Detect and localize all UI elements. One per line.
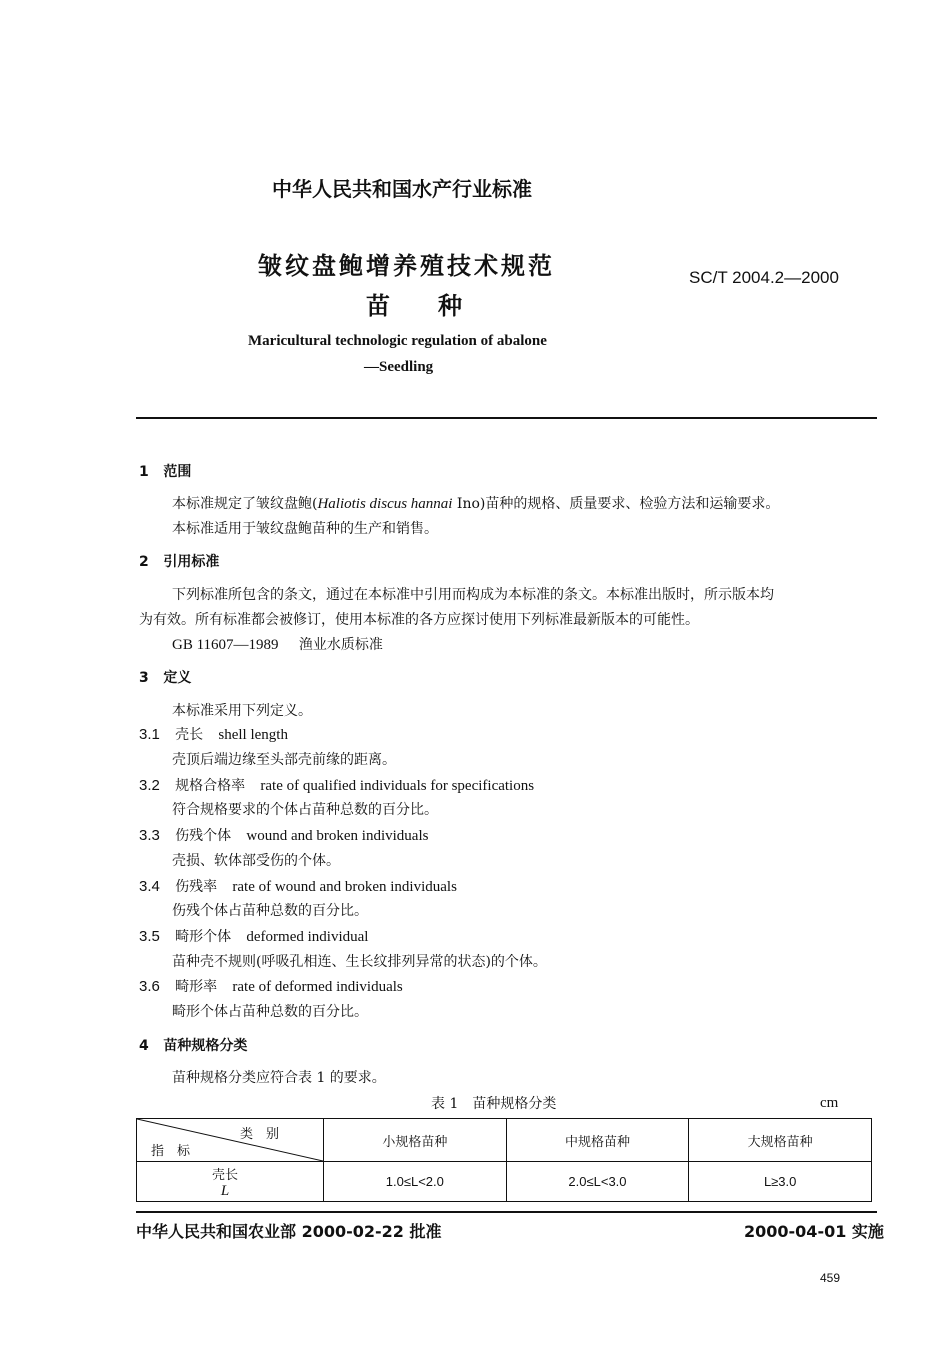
scope-text-post: Ino)苗种的规格、质量要求、检验方法和运输要求。 (452, 496, 780, 512)
definition-description: 苗种壳不规则(呼吸孔相连、生长纹排列异常的状态)的个体。 (172, 954, 547, 970)
term-en: rate of qualified individuals for specifications (260, 778, 535, 794)
table-header-row (137, 1119, 872, 1162)
term-cn: 伤残率 (175, 879, 218, 895)
section-number: 4 (139, 1038, 149, 1054)
row-symbol: L (220, 1182, 230, 1199)
section-3-heading (139, 667, 191, 687)
term-cn: 伤残个体 (175, 828, 232, 844)
implementation-text: 2000-04-01 实施 (744, 1222, 884, 1241)
term-en: rate of wound and broken individuals (232, 879, 457, 895)
term-en: wound and broken individuals (246, 828, 429, 844)
section-1-heading (139, 461, 191, 481)
column-header-small: 小规格苗种 (324, 1119, 507, 1162)
definition-number: 3.4 (139, 878, 160, 895)
definition-term (139, 876, 457, 896)
definition-number: 3.2 (139, 777, 160, 794)
table-corner-cell (137, 1119, 324, 1162)
column-header-large: 大规格苗种 (689, 1119, 872, 1162)
definition-description: 符合规格要求的个体占苗种总数的百分比。 (172, 802, 438, 818)
reference-item (172, 634, 383, 654)
definition-description: 壳损、软体部受伤的个体。 (172, 853, 340, 869)
table-caption: 表 1 苗种规格分类 (431, 1096, 557, 1112)
document-title: 皱纹盘鲍增养殖技术规范 (258, 252, 555, 280)
row-label: 壳长 (211, 1167, 238, 1183)
section-4-heading (139, 1035, 247, 1055)
section-2-heading (139, 551, 219, 571)
value-small: 1.0≤L<2.0 (324, 1162, 507, 1202)
footer-rule (136, 1211, 877, 1213)
term-cn: 规格合格率 (175, 778, 246, 794)
term-en: shell length (218, 727, 288, 743)
english-title: Maricultural technologic regulation of abalone (248, 333, 547, 349)
definition-term (139, 976, 403, 996)
term-cn: 畸形率 (175, 979, 218, 995)
table-row (137, 1162, 872, 1202)
corner-category-label: 类 别 (239, 1127, 279, 1142)
english-subtitle: —Seedling (364, 359, 434, 375)
section-title: 引用标准 (163, 554, 220, 570)
scope-paragraph-2: 本标准适用于皱纹盘鲍苗种的生产和销售。 (172, 521, 438, 537)
definition-number: 3.3 (139, 827, 160, 844)
section-number: 2 (139, 554, 149, 570)
standard-body: 中华人民共和国水产行业标准 (272, 177, 532, 201)
document-subtitle: 苗 种 (366, 292, 462, 320)
term-en: deformed individual (246, 929, 369, 945)
section-title: 定义 (163, 670, 192, 686)
value-medium: 2.0≤L<3.0 (506, 1162, 689, 1202)
term-en: rate of deformed individuals (232, 979, 403, 995)
approval-text: 中华人民共和国农业部 2000-02-22 批准 (136, 1222, 442, 1241)
definition-description: 畸形个体占苗种总数的百分比。 (172, 1004, 368, 1020)
reference-code: GB 11607—1989 (172, 637, 279, 653)
value-large: L≥3.0 (689, 1162, 872, 1202)
table-unit: cm (820, 1095, 839, 1111)
scope-paragraph-1 (172, 493, 779, 513)
column-header-medium: 中规格苗种 (506, 1119, 689, 1162)
section-number: 1 (139, 464, 149, 480)
section-title: 范围 (163, 464, 192, 480)
species-name: Haliotis discus hannai (317, 496, 453, 512)
header-rule (136, 417, 877, 419)
reference-name: 渔业水质标准 (298, 637, 383, 653)
page-number: 459 (820, 1271, 841, 1285)
definition-term (139, 926, 368, 946)
definition-description: 伤残个体占苗种总数的百分比。 (172, 903, 368, 919)
section-number: 3 (139, 670, 149, 686)
definition-term (139, 724, 288, 744)
definitions-intro: 本标准采用下列定义。 (172, 703, 312, 719)
classification-paragraph: 苗种规格分类应符合表 1 的要求。 (172, 1070, 386, 1086)
definition-term (139, 775, 534, 795)
scope-text-pre: 本标准规定了皱纹盘鲍( (172, 496, 318, 512)
definition-number: 3.5 (139, 928, 160, 945)
reference-paragraph-line-1: 下列标准所包含的条文，通过在本标准中引用而构成为本标准的条文。本标准出版时，所示版本均 (172, 587, 774, 603)
term-cn: 壳长 (175, 727, 204, 743)
section-title: 苗种规格分类 (163, 1038, 248, 1054)
definition-number: 3.6 (139, 978, 160, 995)
definition-number: 3.1 (139, 726, 160, 743)
reference-paragraph-line-2: 为有效。所有标准都会被修订，使用本标准的各方应探讨使用下列标准最新版本的可能性。 (139, 612, 699, 628)
corner-indicator-label: 指 标 (151, 1144, 191, 1159)
definition-description: 壳顶后端边缘至头部壳前缘的距离。 (172, 752, 396, 768)
spec-table (136, 1118, 872, 1202)
row-label-cell (137, 1162, 324, 1202)
term-cn: 畸形个体 (175, 929, 232, 945)
definition-term (139, 825, 428, 845)
standard-code: SC/T 2004.2—2000 (689, 268, 839, 287)
